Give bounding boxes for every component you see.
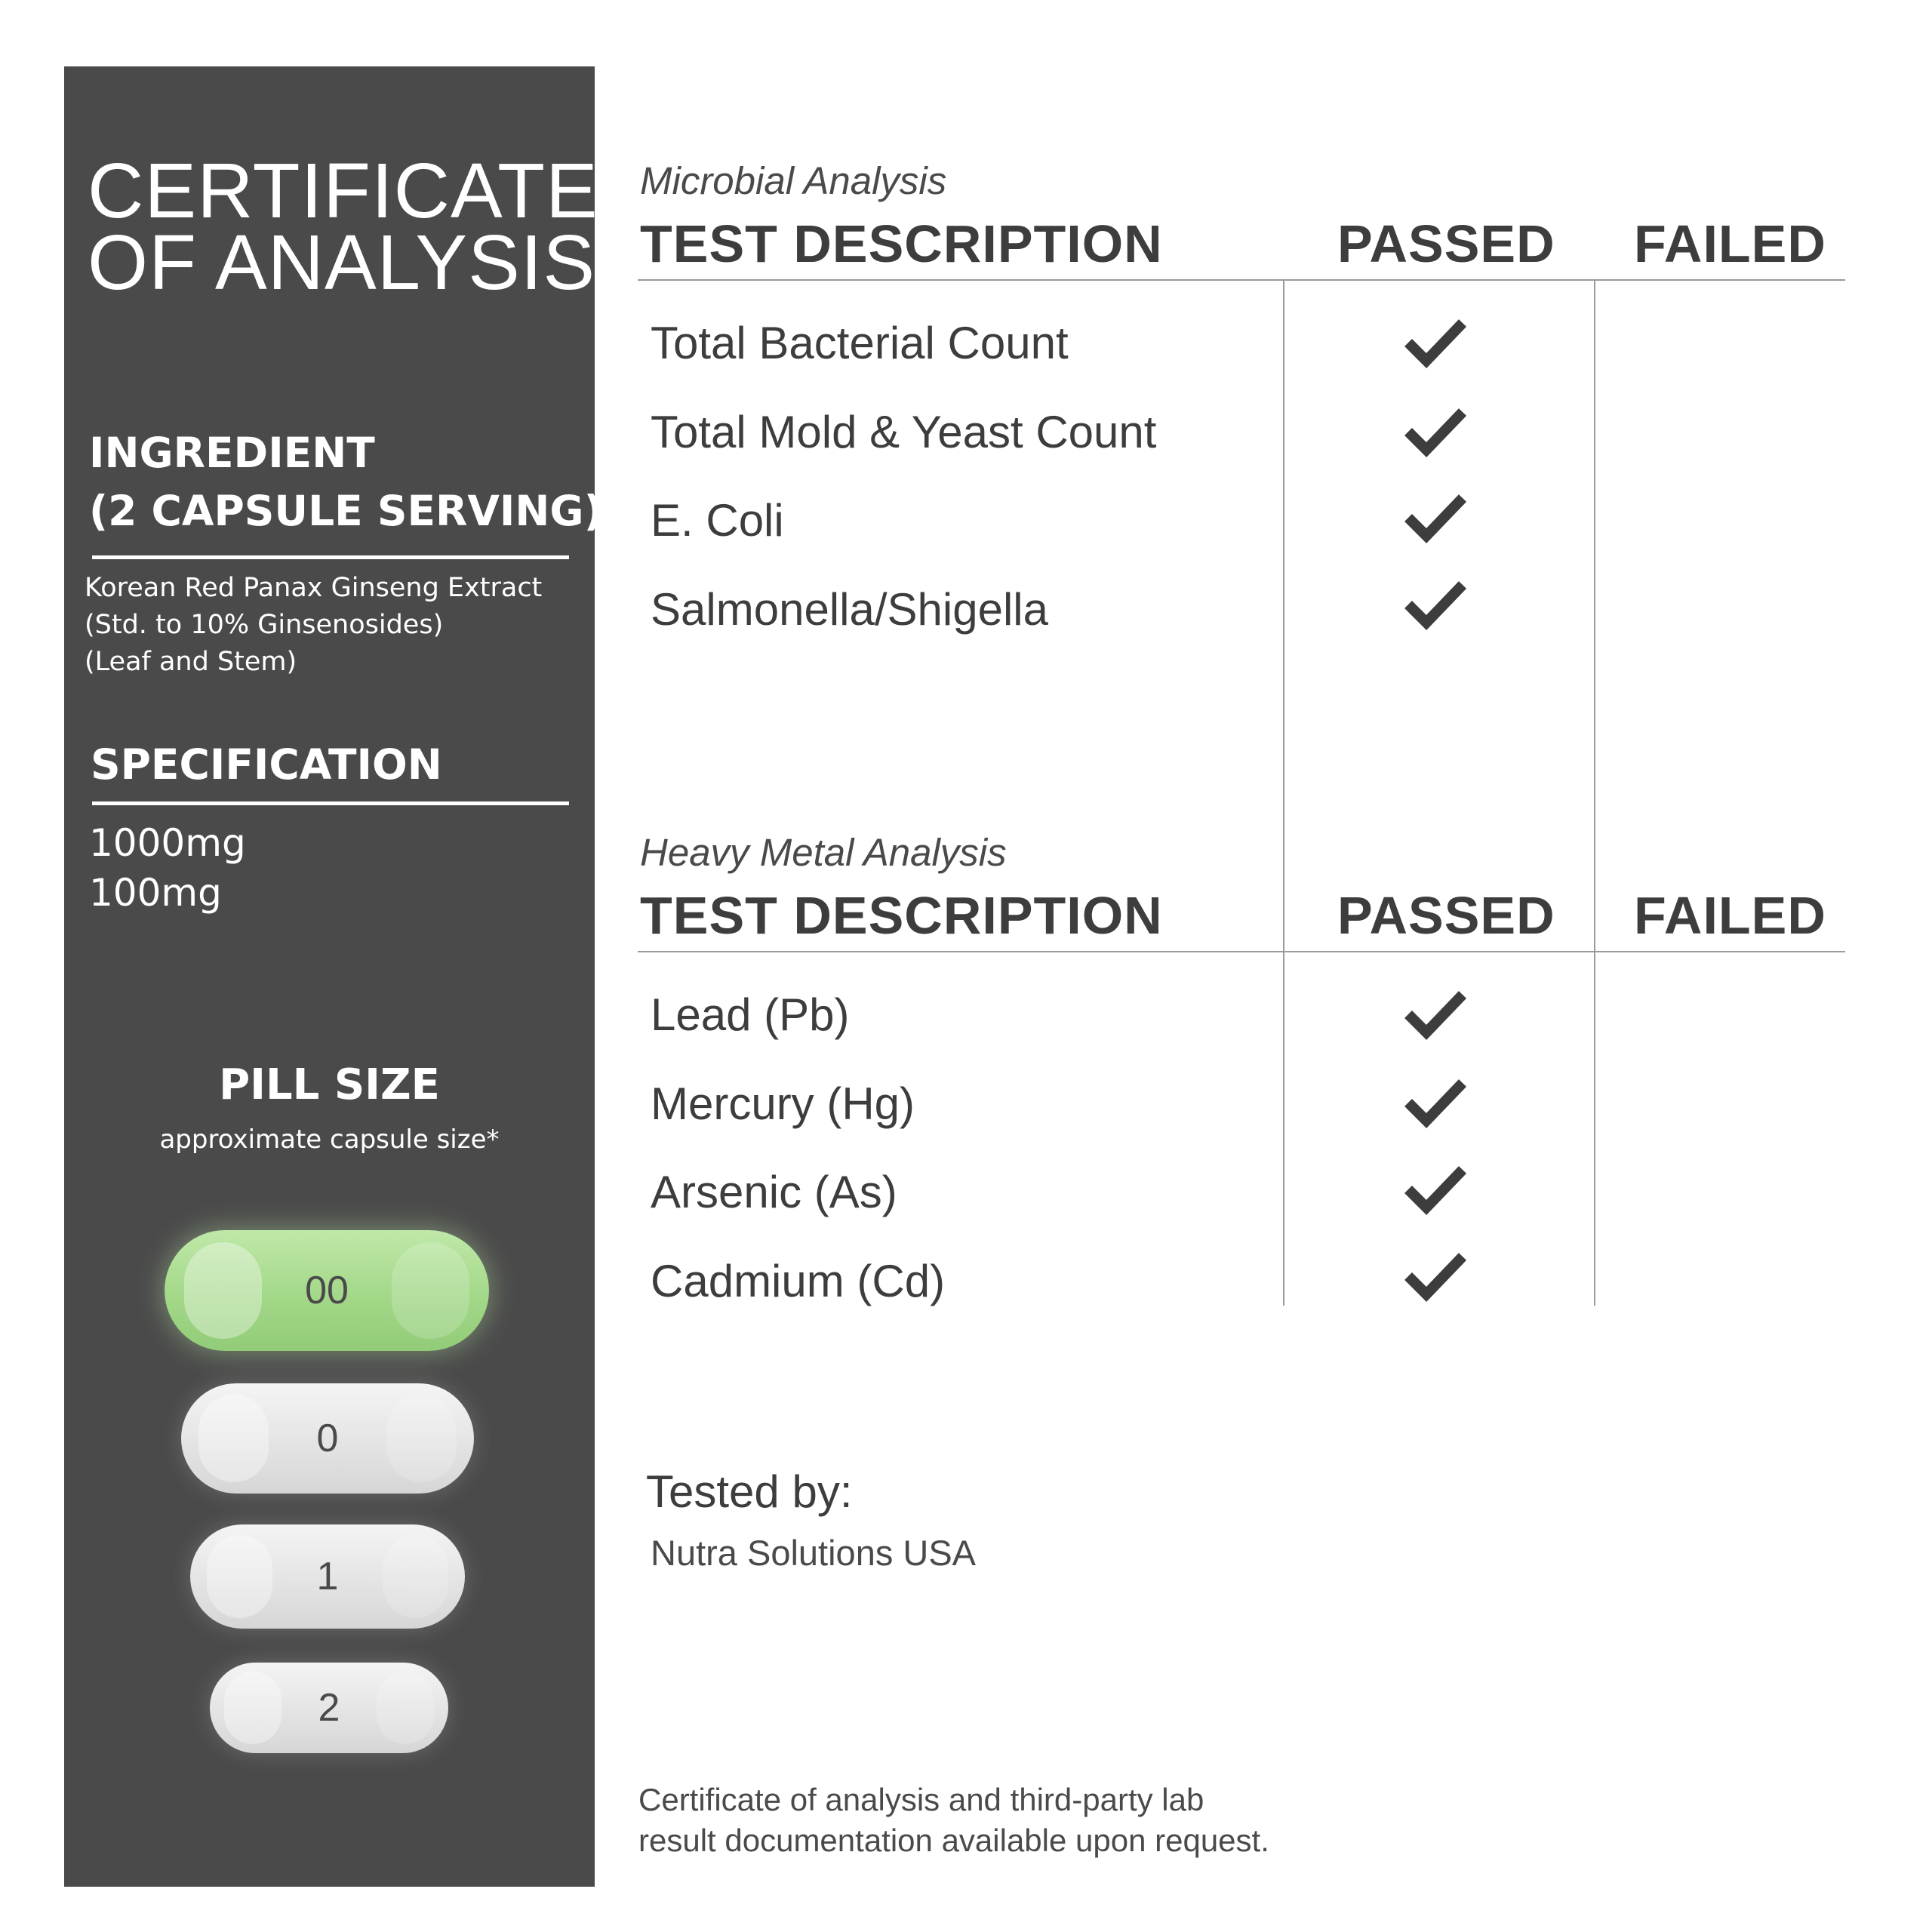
heavy-metal-row-label: Cadmium (Cd)	[651, 1256, 946, 1306]
checkmark-icon	[1402, 491, 1467, 543]
heavy-metal-col-test-description: TEST DESCRIPTION	[640, 886, 1163, 945]
pill-highlight	[207, 1535, 272, 1618]
specification-divider	[92, 801, 569, 805]
ingredient-heading	[89, 424, 603, 540]
ingredient-line: Korean Red Panax Ginseng Extract	[85, 573, 543, 603]
specification-value: 100mg	[89, 871, 222, 915]
heavy-metal-col-passed: PASSED	[1337, 886, 1555, 945]
ingredient-line: (Leaf and Stem)	[85, 647, 297, 677]
pill-size-label: 00	[305, 1269, 349, 1312]
footnote-line: Certificate of analysis and third-party lab	[638, 1782, 1204, 1817]
pill-highlight	[377, 1672, 434, 1744]
tested-by-value: Nutra Solutions USA	[651, 1533, 977, 1573]
microbial-row-label: E. Coli	[651, 495, 784, 546]
pill-size-0	[181, 1383, 474, 1494]
ingredient-heading-line1: INGREDIENT	[89, 429, 375, 477]
ingredient-heading-line2: (2 CAPSULE SERVING)	[89, 487, 603, 535]
pill-size-2	[210, 1663, 448, 1753]
microbial-col-failed: FAILED	[1634, 214, 1826, 273]
microbial-col-passed: PASSED	[1337, 214, 1555, 273]
checkmark-icon	[1402, 1162, 1467, 1215]
heavy-metal-header-divider	[638, 951, 1845, 952]
heavy-metal-row-label: Lead (Pb)	[651, 989, 850, 1040]
heavy-metal-row-label: Arsenic (As)	[651, 1167, 897, 1217]
pill-size-00	[165, 1230, 489, 1351]
checkmark-icon	[1402, 577, 1467, 630]
certificate-title	[88, 147, 598, 306]
heavy-metal-col-failed: FAILED	[1634, 886, 1826, 945]
specification-heading: SPECIFICATION	[91, 740, 442, 789]
heavy-metal-row-label: Mercury (Hg)	[651, 1078, 915, 1129]
pill-highlight	[383, 1535, 448, 1618]
ingredient-description	[85, 570, 542, 681]
checkmark-icon	[1402, 987, 1467, 1040]
microbial-row-label: Salmonella/Shigella	[651, 584, 1048, 635]
microbial-row-label: Total Mold & Yeast Count	[651, 407, 1157, 457]
pill-highlight	[184, 1242, 262, 1339]
heavy-metal-section-title: Heavy Metal Analysis	[640, 831, 1007, 874]
checkmark-icon	[1402, 1075, 1467, 1128]
footnote-line: result documentation available upon request.	[638, 1823, 1269, 1858]
ingredient-divider	[92, 555, 569, 559]
pill-size-label: 0	[316, 1417, 339, 1460]
pill-highlight	[392, 1242, 469, 1339]
pill-size-label: 2	[318, 1686, 340, 1730]
tested-by-label: Tested by:	[646, 1466, 853, 1517]
specification-value: 1000mg	[89, 821, 246, 865]
specification-values	[89, 818, 246, 918]
passed-column-divider	[1283, 279, 1284, 1306]
microbial-header-divider	[638, 279, 1845, 281]
pill-highlight	[198, 1395, 269, 1483]
checkmark-icon	[1402, 315, 1467, 368]
microbial-section-title: Microbial Analysis	[640, 159, 947, 202]
pill-size-label: 1	[316, 1555, 339, 1598]
pill-highlight	[386, 1395, 457, 1483]
footnote	[638, 1780, 1269, 1861]
certificate-title-line2: OF ANALYSIS	[88, 219, 596, 306]
checkmark-icon	[1402, 1249, 1467, 1302]
ingredient-line: (Std. to 10% Ginsenosides)	[85, 610, 444, 640]
pill-size-heading: PILL SIZE	[219, 1060, 440, 1109]
certificate-title-line1: CERTIFICATE	[88, 147, 598, 234]
microbial-col-test-description: TEST DESCRIPTION	[640, 214, 1163, 273]
pill-size-1	[190, 1524, 465, 1629]
failed-column-divider	[1594, 279, 1595, 1306]
pill-highlight	[224, 1672, 281, 1744]
checkmark-icon	[1402, 405, 1467, 457]
microbial-row-label: Total Bacterial Count	[651, 318, 1069, 368]
pill-size-subtitle: approximate capsule size*	[159, 1124, 500, 1155]
